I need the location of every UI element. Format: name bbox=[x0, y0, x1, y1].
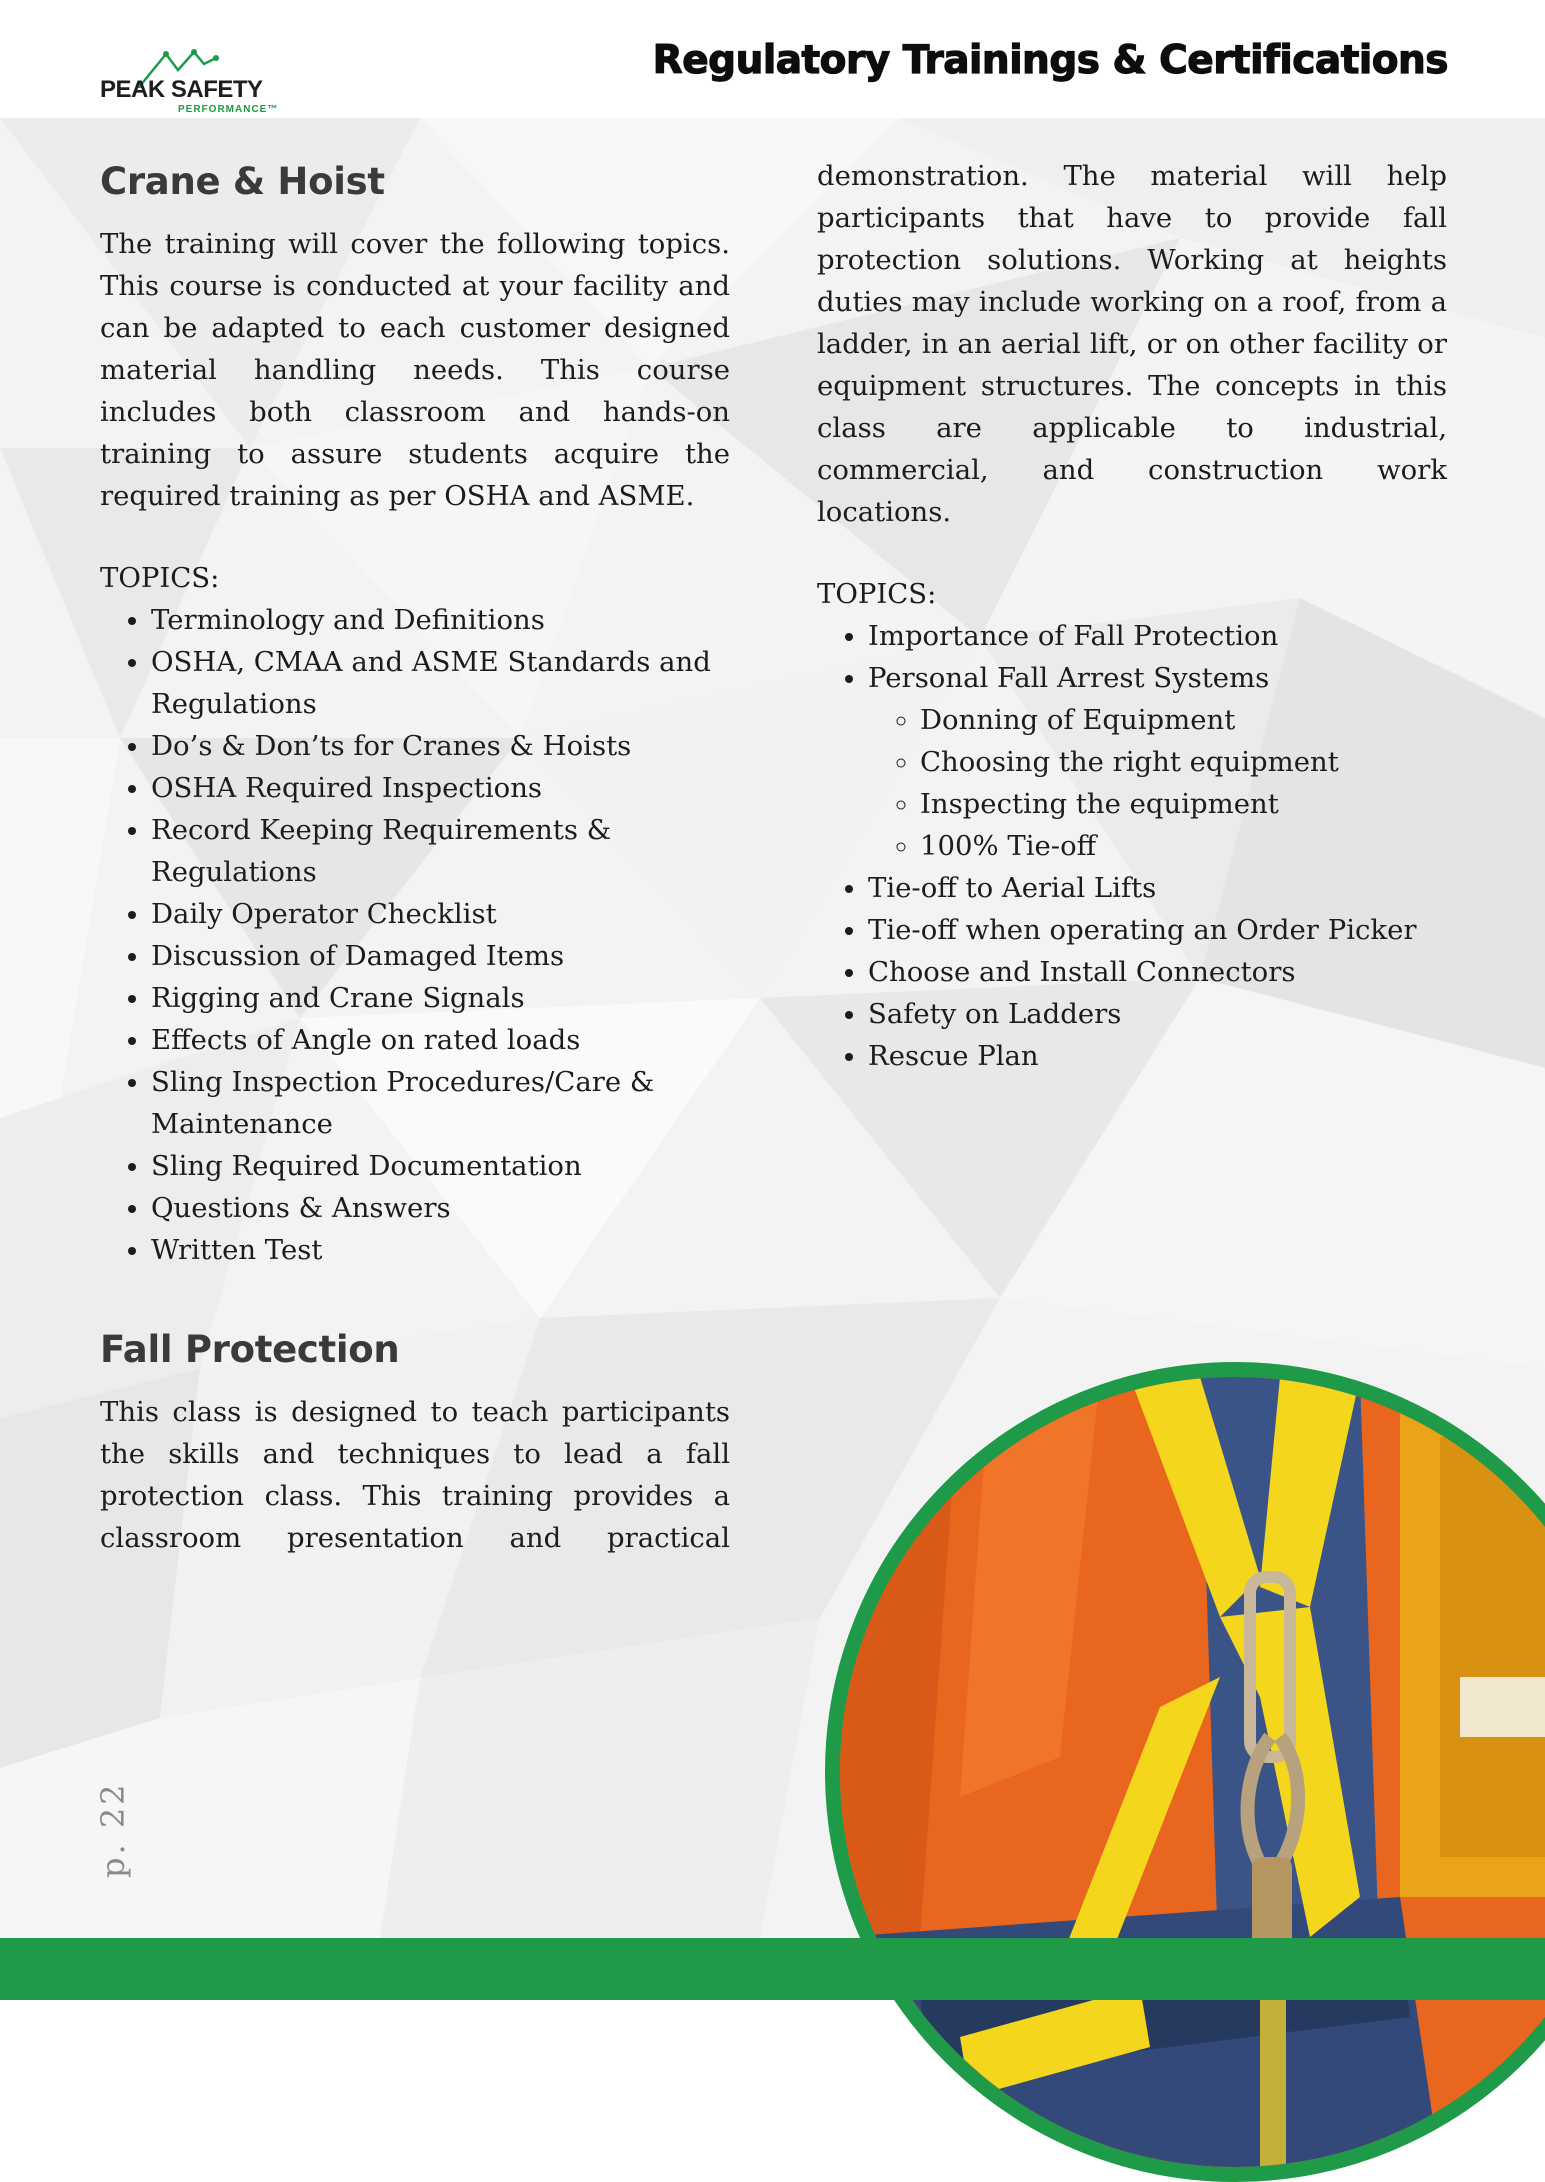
list-item: • Discussion of Damaged Items bbox=[151, 935, 730, 977]
list-item: • OSHA Required Inspections bbox=[151, 767, 730, 809]
fall-protection-section bbox=[100, 1328, 730, 1559]
crane-hoist-heading: Crane & Hoist bbox=[100, 160, 385, 203]
list-item: • OSHA, CMAA and ASME Standards and Regulations bbox=[151, 641, 730, 725]
list-item: ◦ Inspecting the equipment bbox=[920, 783, 1447, 825]
list-item: • Written Test bbox=[151, 1229, 730, 1271]
fall-protection-intro-part2: demonstration. The material will help participants that have to provide fall protection solutions. Working at heights duties may include working on a roof, from a ladder, in an aerial lift, or on other facility or equipment structures. The concepts in this class are applicable to industrial, commercial, and construction work locations. bbox=[817, 160, 1447, 528]
harness-illustration bbox=[840, 1377, 1545, 2167]
list-item: ◦ 100% Tie-off bbox=[920, 825, 1447, 867]
fall-subtopics-list bbox=[868, 699, 1447, 867]
list-item: • Rescue Plan bbox=[868, 1035, 1447, 1077]
fall-protection-intro-part1: This class is designed to teach participants the skills and techniques to lead a fall protection class. This training provides a classroom presentation and practical bbox=[100, 1396, 730, 1554]
crane-hoist-section bbox=[100, 160, 730, 1271]
list-item: ◦ Donning of Equipment bbox=[920, 699, 1447, 741]
list-item: • Daily Operator Checklist bbox=[151, 893, 730, 935]
list-item: • Importance of Fall Protection bbox=[868, 615, 1447, 657]
fall-topics-list bbox=[817, 615, 1447, 1077]
crane-topics-label: TOPICS: bbox=[100, 562, 220, 594]
list-item: • Do’s & Don’ts for Cranes & Hoists bbox=[151, 725, 730, 767]
company-logo bbox=[100, 48, 290, 122]
logo-brand-text: PEAK SAFETY bbox=[100, 76, 263, 103]
list-item: • Rigging and Crane Signals bbox=[151, 977, 730, 1019]
fall-protection-heading: Fall Protection bbox=[100, 1328, 400, 1371]
list-item: • Sling Inspection Procedures/Care & Maintenance bbox=[151, 1061, 730, 1145]
list-item: • Record Keeping Requirements & Regulations bbox=[151, 809, 730, 893]
list-item bbox=[868, 657, 1447, 867]
logo-tagline: PERFORMANCE™ bbox=[178, 104, 279, 115]
fall-topics-label: TOPICS: bbox=[817, 578, 937, 610]
list-item: • Choose and Install Connectors bbox=[868, 951, 1447, 993]
list-item-label: Personal Fall Arrest Systems bbox=[868, 662, 1270, 694]
list-item: • Effects of Angle on rated loads bbox=[151, 1019, 730, 1061]
list-item: • Questions & Answers bbox=[151, 1187, 730, 1229]
list-item: • Terminology and Definitions bbox=[151, 599, 730, 641]
crane-topics-list bbox=[100, 599, 730, 1271]
list-item: • Tie-off when operating an Order Picker bbox=[868, 909, 1447, 951]
list-item: • Safety on Ladders bbox=[868, 993, 1447, 1035]
list-item: • Sling Required Documentation bbox=[151, 1145, 730, 1187]
page-number: p. 22 bbox=[94, 1781, 132, 1878]
footer-bar bbox=[0, 1938, 1545, 2000]
fall-protection-continued bbox=[817, 155, 1447, 1077]
page-title: Regulatory Trainings & Certifications bbox=[652, 38, 1448, 83]
list-item: ◦ Choosing the right equipment bbox=[920, 741, 1447, 783]
crane-hoist-intro: The training will cover the following topics. This course is conducted at your facility and can be adapted to each customer designed material handling needs. This course includes both classroom and hands-on training to assure students acquire the required training as per OSHA and ASME. bbox=[100, 228, 730, 512]
list-item: • Tie-off to Aerial Lifts bbox=[868, 867, 1447, 909]
